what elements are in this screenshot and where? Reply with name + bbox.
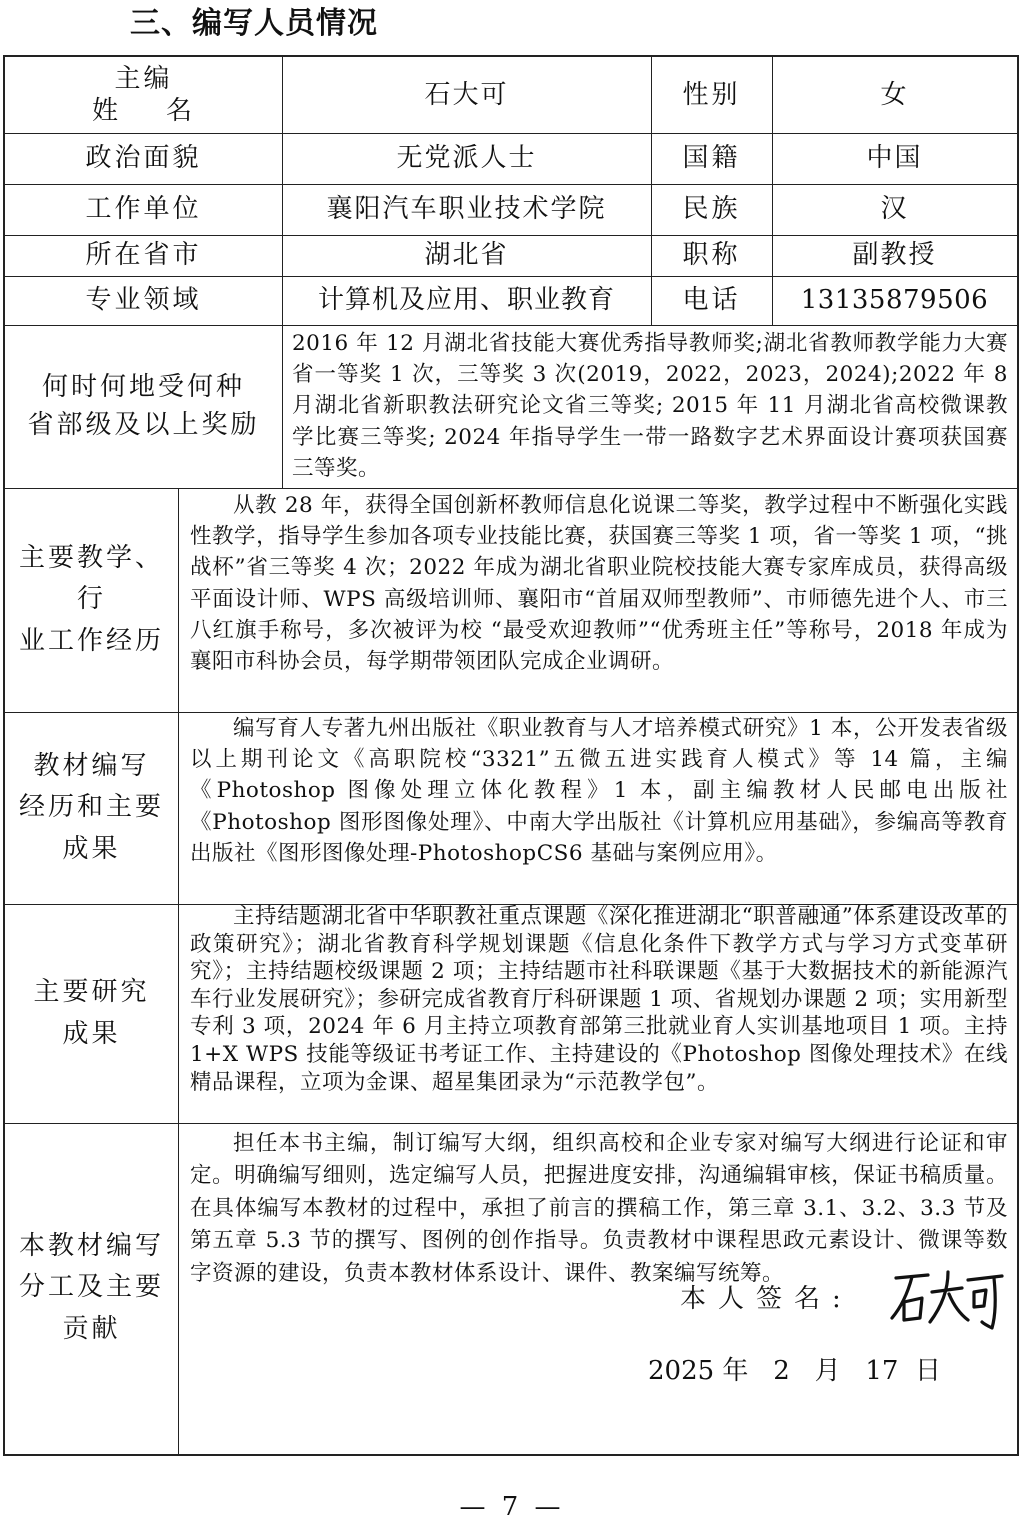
contribution-label bbox=[5, 1123, 178, 1453]
province-value: 湖北省 bbox=[424, 240, 509, 271]
field-value: 计算机及应用、职业教育 bbox=[317, 285, 615, 316]
awards-label-line1: 何时何地受何种 bbox=[41, 371, 245, 402]
research-text: 主持结题湖北省中华职教社重点课题《深化推进湖北“职普融通”体系建设改革的政策研究》；湖北省教育科学规划课题《信息化条件下教学方式与学习方式变革研究》；主持结题校级课题 2 项；主持结题市社科联课题《基于大数据技术的新能源汽车行业发展研究》；参研完成省教育厅科研课题 1 项、省规划办课题 2 项；实用新型专利 3 项，2024 年 6 月主持立项教育部第三批就业育人实训基地项目 1 项。主持 1+X WPS 技能等级证书考证工作、主持建设的《Photoshop 图像处理技术》在线精品课程，立项为金课、超星集团录为“示范教学包”。 bbox=[190, 904, 1008, 1095]
research-label-line1: 主要研究 bbox=[33, 976, 150, 1007]
textbooks-label-line1: 教材编写 bbox=[33, 750, 150, 781]
employer-value: 襄阳汽车职业技术学院 bbox=[326, 194, 607, 225]
handwritten-signature bbox=[888, 1262, 1006, 1332]
teaching-label-line1: 主要教学、行 bbox=[18, 542, 164, 615]
phone-value: 13135879506 bbox=[800, 285, 989, 316]
research-label bbox=[5, 904, 178, 1123]
awards-label-line2: 省部级及以上奖励 bbox=[27, 409, 260, 440]
awards-label bbox=[5, 325, 282, 488]
name-label-line1: 主编 bbox=[114, 63, 173, 94]
signature-label: 本人签名: bbox=[680, 1284, 853, 1314]
contribution-label-line2: 分工及主要 bbox=[18, 1272, 164, 1303]
politics-value: 无党派人士 bbox=[396, 143, 537, 174]
textbooks-label-line2: 经历和主要 bbox=[18, 792, 164, 823]
title-label: 职称 bbox=[682, 240, 741, 271]
teaching-text: 从教 28 年，获得全国创新杯教师信息化说课二等奖，教学过程中不断强化实践性教学，指导学生参加各项专业技能比赛，获国赛三等奖 1 项，省一等奖 1 项，“挑战杯”省三等奖 4 次；2022 年成为湖北省职业院校技能大赛专家库成员，获得高级平面设计师、WPS 高级培训师、襄阳市“首届双师型教师”、市师德先进个人、市三八红旗手称号，多次被评为校 “最受欢迎教师”“优秀班主任”等称号，2018 年成为襄阳市科协会员，每学期带领团队完成企业调研。 bbox=[190, 493, 1008, 675]
textbooks-label-line3: 成果 bbox=[62, 833, 121, 864]
textbooks-text: 编写育人专著九州出版社《职业教育与人才培养模式研究》1 本，公开发表省级以上期刊论文《高职院校“3321”五微五进实践育人模式》等 14 篇，主编《Photoshop 图像处理立体化教程》1 本，副主编教材人民邮电出版社《Photoshop 图形图像处理》、中南大学出版社《计算机应用基础》，参编高等教育出版社《图形图像处理-PhotoshopCS6 基础与案例应用》。 bbox=[190, 716, 1008, 866]
ethnicity-label: 民族 bbox=[682, 194, 741, 225]
teaching-label-line2: 业工作经历 bbox=[18, 625, 164, 656]
gender-value: 女 bbox=[880, 79, 909, 110]
employer-label: 工作单位 bbox=[85, 194, 202, 225]
awards-text: 2016 年 12 月湖北省技能大赛优秀指导教师奖;湖北省教师教学能力大赛省一等奖 1 次，三等奖 3 次(2019，2022，2023，2024);2022 年 8 月湖北省新职教法研究论文省三等奖; 2015 年 11 月湖北省高校微课教学比赛三等奖; 2024 年指导学生一带一路数字艺术界面设计赛项获国赛三等奖。 bbox=[292, 331, 1008, 481]
textbooks-label bbox=[5, 712, 178, 904]
contribution-text: 担任本书主编，制订编写大纲，组织高校和企业专家对编写大纲进行论证和审定。明确编写细则，选定编写人员，把握进度安排，沟通编辑审核，保证书稿质量。在具体编写本教材的过程中，承担了前言的撰稿工作，第三章 3.1、3.2、3.3 节及第五章 5.3 节的撰写、图例的创作指导。负责教材中课程思政元素设计、微课等数字资源的建设，负责本教材体系设计、课件、教案编写统筹。 bbox=[190, 1131, 1008, 1286]
contribution-label-line3: 贡献 bbox=[62, 1313, 121, 1344]
section-title: 三、编写人员情况 bbox=[130, 6, 378, 41]
title-value: 副教授 bbox=[852, 240, 937, 271]
name-label bbox=[5, 57, 282, 133]
nationality-label: 国籍 bbox=[682, 143, 741, 174]
field-label: 专业领域 bbox=[85, 285, 202, 316]
politics-label: 政治面貌 bbox=[85, 143, 202, 174]
teaching-label bbox=[5, 488, 178, 712]
nationality-value: 中国 bbox=[866, 143, 923, 174]
research-label-line2: 成果 bbox=[62, 1018, 121, 1049]
contribution-label-line1: 本教材编写 bbox=[18, 1230, 164, 1261]
gender-label: 性别 bbox=[682, 79, 741, 110]
personnel-info-table bbox=[3, 55, 1019, 1456]
name-label-line2: 姓 名 bbox=[91, 96, 196, 126]
province-label: 所在省市 bbox=[85, 240, 202, 271]
signature-date: 2025 年 2 月 17 日 bbox=[648, 1356, 941, 1386]
phone-label: 电话 bbox=[682, 285, 741, 316]
name-value: 石大可 bbox=[424, 79, 509, 110]
ethnicity-value: 汉 bbox=[880, 194, 909, 225]
page-number: — 7 — bbox=[459, 1492, 565, 1522]
